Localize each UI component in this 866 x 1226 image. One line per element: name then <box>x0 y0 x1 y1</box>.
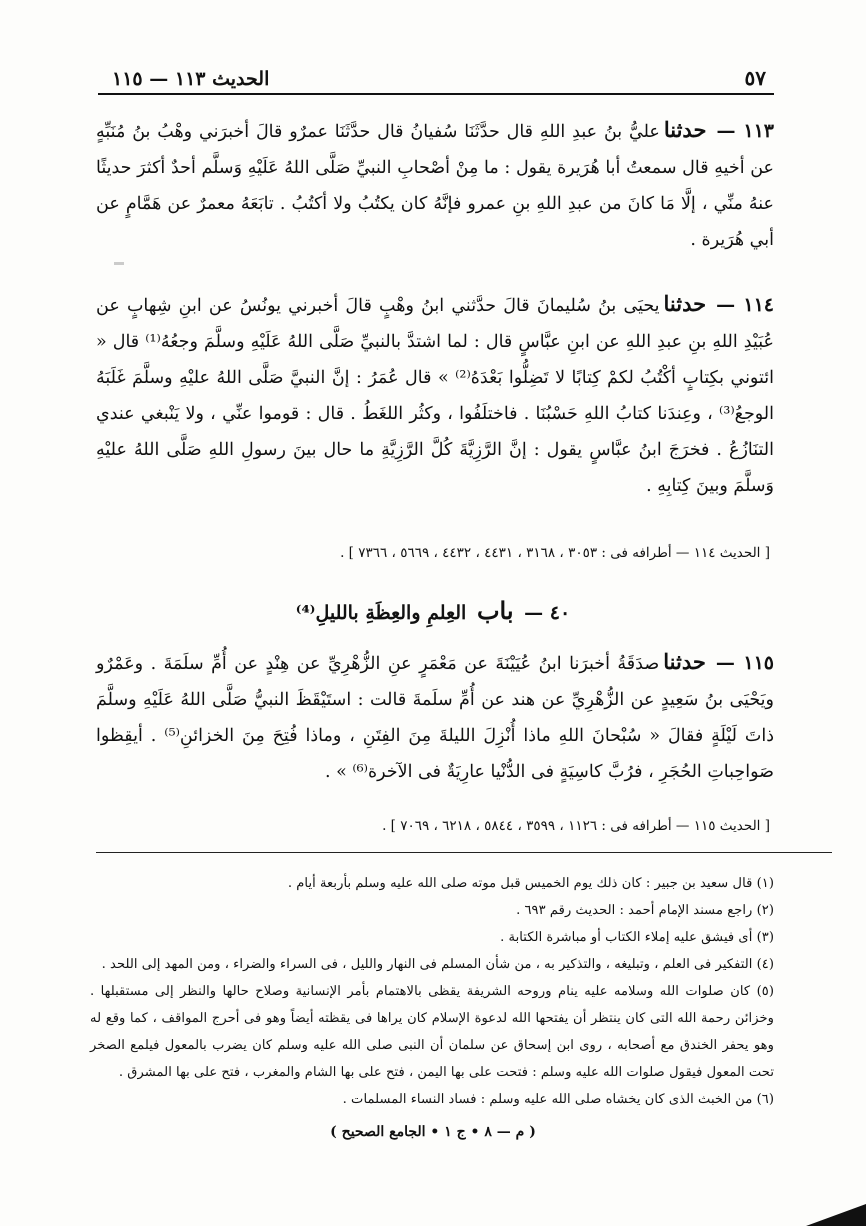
haddathana-label: حدثنا <box>663 291 707 316</box>
chapter-number: ٤٠ — <box>524 602 571 624</box>
chapter-title: العِلمِ والعِظَةِ بالليلِ⁽⁴⁾ <box>295 602 467 624</box>
footnote-1: (١) قال سعيد بن جبير : كان ذلك يوم الخميس قبل موته صلى الله عليه وسلم بأربعة أيام . <box>287 876 774 891</box>
hadith-text: عليُّ بنُ عبدِ اللهِ قال حدَّثَنَا سُفيانُ قال حدَّثَنَا عمرٌو قالَ أخبرَني وهْبُ بنُ مُنَبِّهٍ عن أخيهِ قال سمعتُ أبا هُرَيرة يقول : ما مِنْ أصْحابِ النبيِّ صَلَّى اللهُ عَلَيْهِ وَسلَّم أحدٌ أكثرَ حديثًا عنهُ منِّي ، إلَّا مَا كانَ من عبدِ اللهِ بنِ عمرو فإنَّهُ كان يكتُبُ ولا أكتُبُ . تابَعَهُ معمرٌ عن هَمَّامٍ عن أبي هُرَيرة . <box>96 122 774 250</box>
hadith-114-references: [ الحديث ١١٤ — أطرافه فى : ٣٠٥٣ ، ٣١٦٨ ، ٤٤٣١ ، ٤٤٣٢ ، ٥٦٦٩ ، ٧٣٦٦ ] . <box>340 545 770 561</box>
corner-scan-mark <box>806 1204 866 1226</box>
running-head <box>112 58 766 90</box>
hadith-115 <box>96 644 774 790</box>
hadith-number: ١١٥ — <box>715 652 774 674</box>
hadith-number: ١١٣ — <box>716 120 774 142</box>
haddathana-label: حدثنا <box>663 649 706 674</box>
hadith-115-references: [ الحديث ١١٥ — أطرافه فى : ١١٢٦ ، ٣٥٩٩ ، ٥٨٤٤ ، ٦٢١٨ ، ٧٠٦٩ ] . <box>382 818 770 834</box>
hadith-113 <box>96 112 774 258</box>
ink-speck <box>114 262 124 265</box>
signature-mark: ( م — ٨ • ج ١ • الجامع الصحيح ) <box>330 1124 536 1140</box>
footnote-3: (٣) أى فيشق عليه إملاء الكتاب أو مباشرة الكتابة . <box>500 930 774 945</box>
hadith-number: ١١٤ — <box>716 294 774 316</box>
page-number: ٥٧ <box>744 66 766 90</box>
haddathana-label: حدثنا <box>663 117 707 142</box>
footnote-2: (٢) راجع مسند الإمام أحمد : الحديث رقم ٦٩٣ . <box>516 903 774 918</box>
footnote-5: (٥) كان صلوات الله وسلامه عليه ينام وروحه الشريفة يقظى بالاهتمام بأمر الإنسانية وصلاح حالها والنظر إلى مستقبلها . وخزائن رحمة الله التى كان ينتظر أن يفتحها الله لدعوة الإسلام كان يراها فى يقظته أيضاً وهو فى أحرج المواقف ، كما وقع له وهو يحفر الخندق مع أصحابه ، روى ابن إسحاق عن سلمان أن النبى صلى الله عليه وسلم كان يضرب بالمعول فيلمع الصخر تحت المعول فيقول صلوات الله عليه وسلم : فتحت على بها اليمن ، فتح على بها الشام والمغرب ، فتح على بها المشرق . <box>90 984 774 1080</box>
footnote-4: (٤) التفكير فى العلم ، وتبليغه ، والتذكير به ، من شأن المسلم فى النهار والليل ، فى السراء والضراء ، ومن المهد إلى اللحد . <box>101 957 774 972</box>
chapter-heading <box>200 596 666 625</box>
chapter-bab: باب <box>476 596 514 625</box>
hadith-114 <box>96 286 774 504</box>
hadith-text: يحيَى بنُ سُليمانَ قالَ حدَّثني ابنُ وهْبٍ قالَ أخبرني يونُسُ عن ابنِ شِهابٍ عن عُبَيْدِ اللهِ بنِ عبدِ اللهِ عن ابنِ عبَّاسٍ قال : لما اشتدَّ بالنبيِّ صَلَّى اللهُ عَلَيْهِ وسلَّمَ وجعُهُ⁽¹⁾ قال « ائتوني بكِتابٍ أكْتُبُ لكمْ كِتابًا لا تَضِلُّوا بَعْدَهُ⁽²⁾ » قال عُمَرُ : إنَّ النبيَّ صَلَّى اللهُ عليْهِ وسلَّمَ غَلَبَهُ الوجعُ⁽³⁾ ، وعِندَنا كتابُ اللهِ حَسْبُنَا . فاختلَفُوا ، وكثُر اللغَطُ . قال : قوموا عنِّي ، ولا يَنْبغي عندي التنَازُعُ . فخرَجَ ابنُ عبَّاسٍ يقول : إنَّ الرَّزِيَّةَ كُلَّ الرَّزِيَّةِ ما حال بينَ رسولِ اللهِ صَلَّى اللهُ عليْهِ وَسلَّمَ وبينَ كِتابِهِ . <box>96 296 774 496</box>
footnote-rule <box>96 852 832 853</box>
header-rule <box>98 93 774 95</box>
hadith-text: صدَقَةُ أخبرَنا ابنُ عُيَيْنَةَ عن مَعْمَرٍ عنِ الزُّهْرِيِّ عن هِنْدٍ عن أُمِّ سلَمَةَ . وعَمْرٌو ويَحْيَى بنُ سَعِيدٍ عن الزُّهْرِيِّ عن هند عن أُمِّ سلَمةَ قالت : استَيْقَظَ النبيُّ صَلَّى اللهُ عَلَيْهِ وسلَّمَ ذاتَ لَيْلَةٍ فقالَ « سُبْحانَ اللهِ ماذا أُنْزِلَ الليلةَ مِنَ الفِتَنِ ، وماذا فُتِحَ مِنَ الخزائنِ⁽⁵⁾ . أيقِظوا صَواحِباتِ الحُجَرِ ، فرُبَّ كاسِيَةٍ فى الدُّنْيا عارِيَةٌ فى الآخرة⁽⁶⁾ » . <box>96 654 774 782</box>
running-title: الحديث ١١٣ — ١١٥ <box>112 68 270 90</box>
footnotes <box>90 870 774 1113</box>
footnote-6: (٦) من الخبث الذى كان يخشاه صلى الله عليه وسلم : فساد النساء المسلمات . <box>342 1092 774 1107</box>
